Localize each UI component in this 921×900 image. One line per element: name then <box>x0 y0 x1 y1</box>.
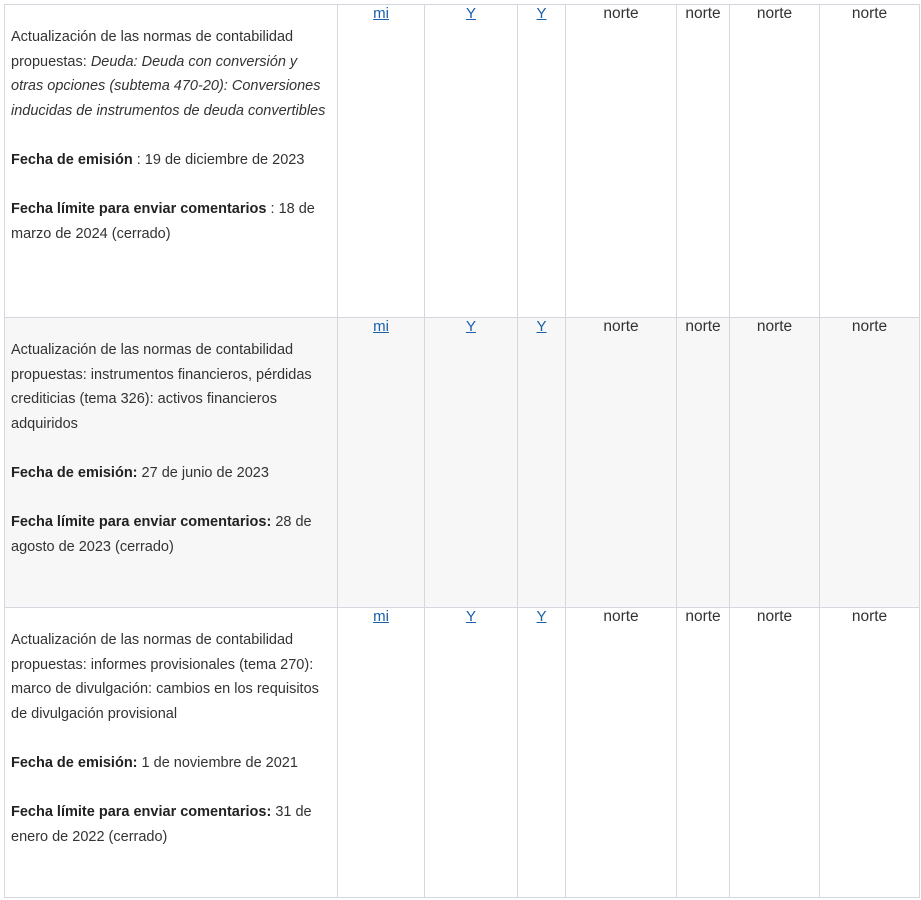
col-2-cell <box>425 608 518 898</box>
col-4-cell <box>566 608 677 898</box>
col-1-cell <box>338 5 425 318</box>
document-title-italic: Deuda: Deuda con conversión y otras opciones (subtema 470-20): Conversiones inducidas de instrumentos de deuda convertibles <box>11 53 326 119</box>
col-2-link[interactable]: Y <box>465 318 476 335</box>
col-6-cell <box>730 608 820 898</box>
issue-date-label: Fecha de emisión: <box>11 754 138 771</box>
col-1-link[interactable]: mi <box>373 608 389 625</box>
comment-deadline-separator: : <box>266 201 279 218</box>
document-title-text: Actualización de las normas de contabilidad propuestas: instrumentos financieros, pérdidas crediticias (tema 326): activos financieros adquiridos <box>11 342 312 432</box>
col-6-value: norte <box>756 5 793 22</box>
issue-date <box>11 461 331 486</box>
col-1-cell <box>338 318 425 608</box>
col-4-cell <box>566 318 677 608</box>
col-3-link[interactable]: Y <box>536 5 547 22</box>
description-cell <box>5 318 338 608</box>
document-title <box>11 338 331 436</box>
document-title-text: Actualización de las normas de contabilidad propuestas: informes provisionales (tema 270): marco de divulgación: cambios en los requisitos de divulgación provisional <box>11 632 319 722</box>
col-2-link[interactable]: Y <box>465 5 476 22</box>
description-cell <box>5 608 338 898</box>
issue-date <box>11 751 331 776</box>
col-7-cell <box>820 318 920 608</box>
issue-date-value: 1 de noviembre de 2021 <box>141 754 298 771</box>
comment-deadline <box>11 800 331 849</box>
documents-table <box>4 4 920 898</box>
col-6-value: norte <box>756 608 793 625</box>
col-7-cell <box>820 608 920 898</box>
description-cell <box>5 5 338 318</box>
col-2-link[interactable]: Y <box>465 608 476 625</box>
issue-date-label: Fecha de emisión: <box>11 464 138 481</box>
col-1-link[interactable]: mi <box>373 318 389 335</box>
issue-date-value: 19 de diciembre de 2023 <box>144 151 305 168</box>
col-4-value: norte <box>603 318 639 335</box>
comment-deadline-label: Fecha límite para enviar comentarios: <box>11 804 272 821</box>
table-row <box>5 318 920 608</box>
col-6-cell <box>730 5 820 318</box>
document-title <box>11 25 331 123</box>
col-6-cell <box>730 318 820 608</box>
col-4-value: norte <box>603 608 639 625</box>
col-5-cell <box>677 608 730 898</box>
col-2-cell <box>425 318 518 608</box>
col-5-value: norte <box>685 5 721 22</box>
document-title-text: Actualización de las normas de contabilidad propuestas: <box>11 29 294 70</box>
col-7-value: norte <box>851 318 888 335</box>
col-7-value: norte <box>851 608 888 625</box>
issue-date <box>11 148 331 173</box>
col-6-value: norte <box>756 318 793 335</box>
col-7-cell <box>820 5 920 318</box>
col-3-cell <box>518 318 566 608</box>
col-3-cell <box>518 5 566 318</box>
col-5-cell <box>677 318 730 608</box>
comment-deadline-value: 28 de agosto de 2023 (cerrado) <box>11 514 312 555</box>
col-3-link[interactable]: Y <box>536 318 547 335</box>
col-5-cell <box>677 5 730 318</box>
comment-deadline-value: 31 de enero de 2022 (cerrado) <box>11 804 312 845</box>
issue-date-label: Fecha de emisión <box>11 151 133 168</box>
issue-date-separator: : <box>132 151 145 168</box>
table-row <box>5 608 920 898</box>
col-1-link[interactable]: mi <box>373 5 389 22</box>
col-3-link[interactable]: Y <box>536 608 547 625</box>
comment-deadline-label: Fecha límite para enviar comentarios: <box>11 514 272 531</box>
col-1-cell <box>338 608 425 898</box>
col-5-value: norte <box>685 318 721 335</box>
col-4-cell <box>566 5 677 318</box>
document-title <box>11 628 331 726</box>
comment-deadline <box>11 510 331 559</box>
col-4-value: norte <box>603 5 639 22</box>
col-5-value: norte <box>685 608 721 625</box>
col-3-cell <box>518 608 566 898</box>
issue-date-value: 27 de junio de 2023 <box>141 464 269 481</box>
comment-deadline-label: Fecha límite para enviar comentarios <box>11 201 267 218</box>
comment-deadline-value: 18 de marzo de 2024 (cerrado) <box>11 201 315 242</box>
col-2-cell <box>425 5 518 318</box>
table-row <box>5 5 920 318</box>
comment-deadline <box>11 197 331 246</box>
col-7-value: norte <box>851 5 888 22</box>
